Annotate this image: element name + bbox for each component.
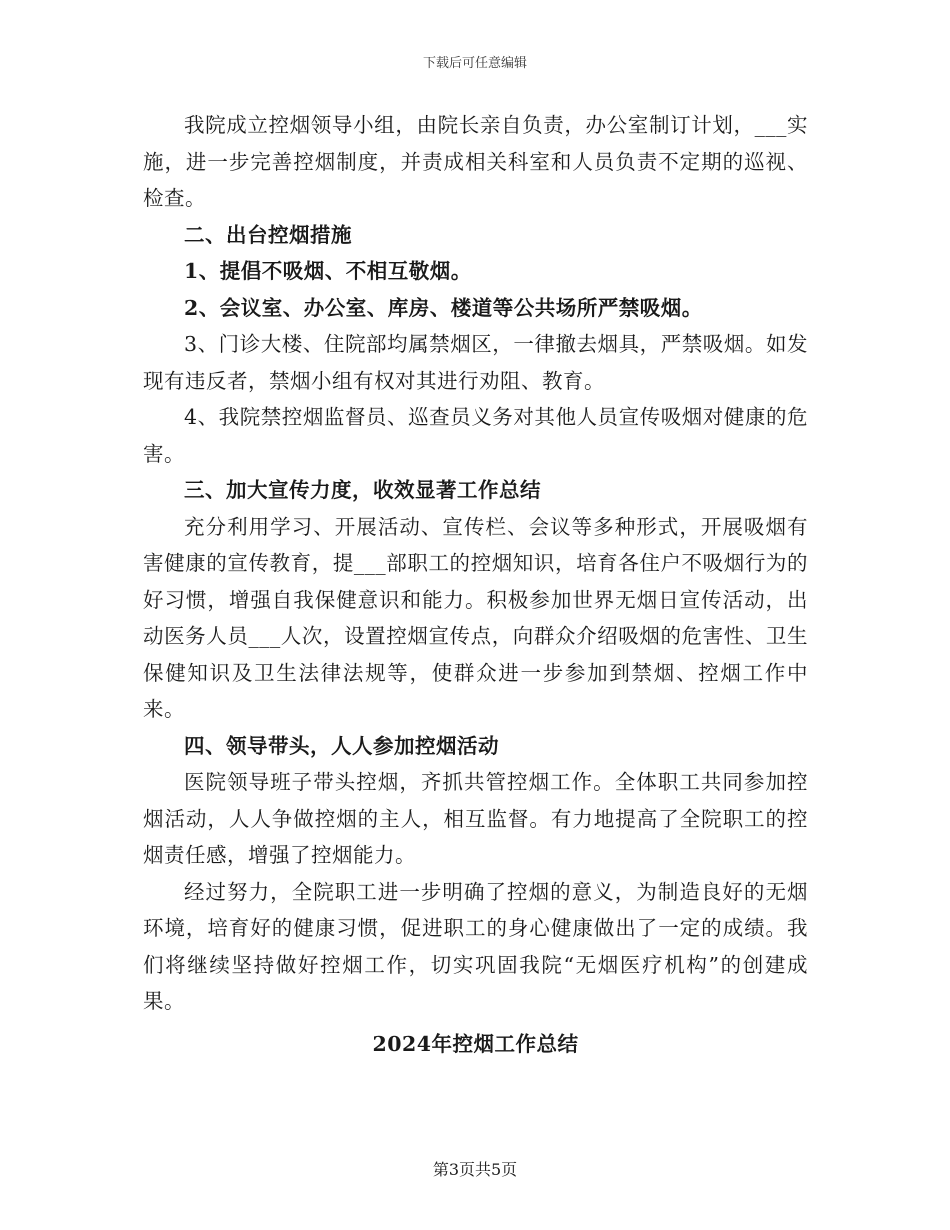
paragraph-leadership: 医院领导班子带头控烟，齐抓共管控烟工作。全体职工共同参加控烟活动，人人争做控烟的主人，相互监督。有力地提高了全院职工的控烟责任感，增强了控烟能力。 xyxy=(143,770,808,867)
measure-item-2: 2、会议室、办公室、库房、楼道等公共场所严禁吸烟。 xyxy=(184,295,703,320)
section-heading-measures: 二、出台控烟措施 xyxy=(184,222,352,247)
measure-item-1: 1、提倡不吸烟、不相互敬烟。 xyxy=(184,259,472,283)
document-body xyxy=(143,107,808,1062)
measure-item-4: 4、我院禁控烟监督员、巡查员义务对其他人员宣传吸烟对健康的危害。 xyxy=(143,405,808,466)
section-heading-leadership: 四、领导带头，人人参加控烟活动 xyxy=(184,733,499,758)
document-title: 2024年控烟工作总结 xyxy=(372,1031,579,1056)
paragraph-publicity: 充分利用学习、开展活动、宣传栏、会议等多种形式，开展吸烟有害健康的宣传教育，提___部职工的控烟知识，培育各住户不吸烟行为的好习惯，增强自我保健意识和能力。积极参加世界无烟日宣传活动，出动医务人员___人次，设置控烟宣传点，向群众介绍吸烟的危害性、卫生保健知识及卫生法律法规等，使群众进一步参加到禁烟、控烟工作中来。 xyxy=(143,514,808,721)
header-note: 下载后可任意编辑 xyxy=(422,56,527,71)
paragraph-conclusion: 经过努力，全院职工进一步明确了控烟的意义，为制造良好的无烟环境，培育好的健康习惯，促进职工的身心健康做出了一定的成绩。我们将继续坚持做好控烟工作，切实巩固我院“无烟医疗机构”的创建成果。 xyxy=(143,879,808,1013)
measure-item-3: 3、门诊大楼、住院部均属禁烟区，一律撤去烟具，严禁吸烟。如发现有违反者，禁烟小组有权对其进行劝阻、教育。 xyxy=(143,332,808,393)
page-number: 第3页共5页 xyxy=(432,1160,518,1179)
paragraph-leadership-group: 我院成立控烟领导小组，由院长亲自负责，办公室制订计划，___实施，进一步完善控烟制度，并责成相关科室和人员负责不定期的巡视、检查。 xyxy=(143,113,808,210)
section-heading-publicity: 三、加大宣传力度，收效显著工作总结 xyxy=(184,478,541,502)
